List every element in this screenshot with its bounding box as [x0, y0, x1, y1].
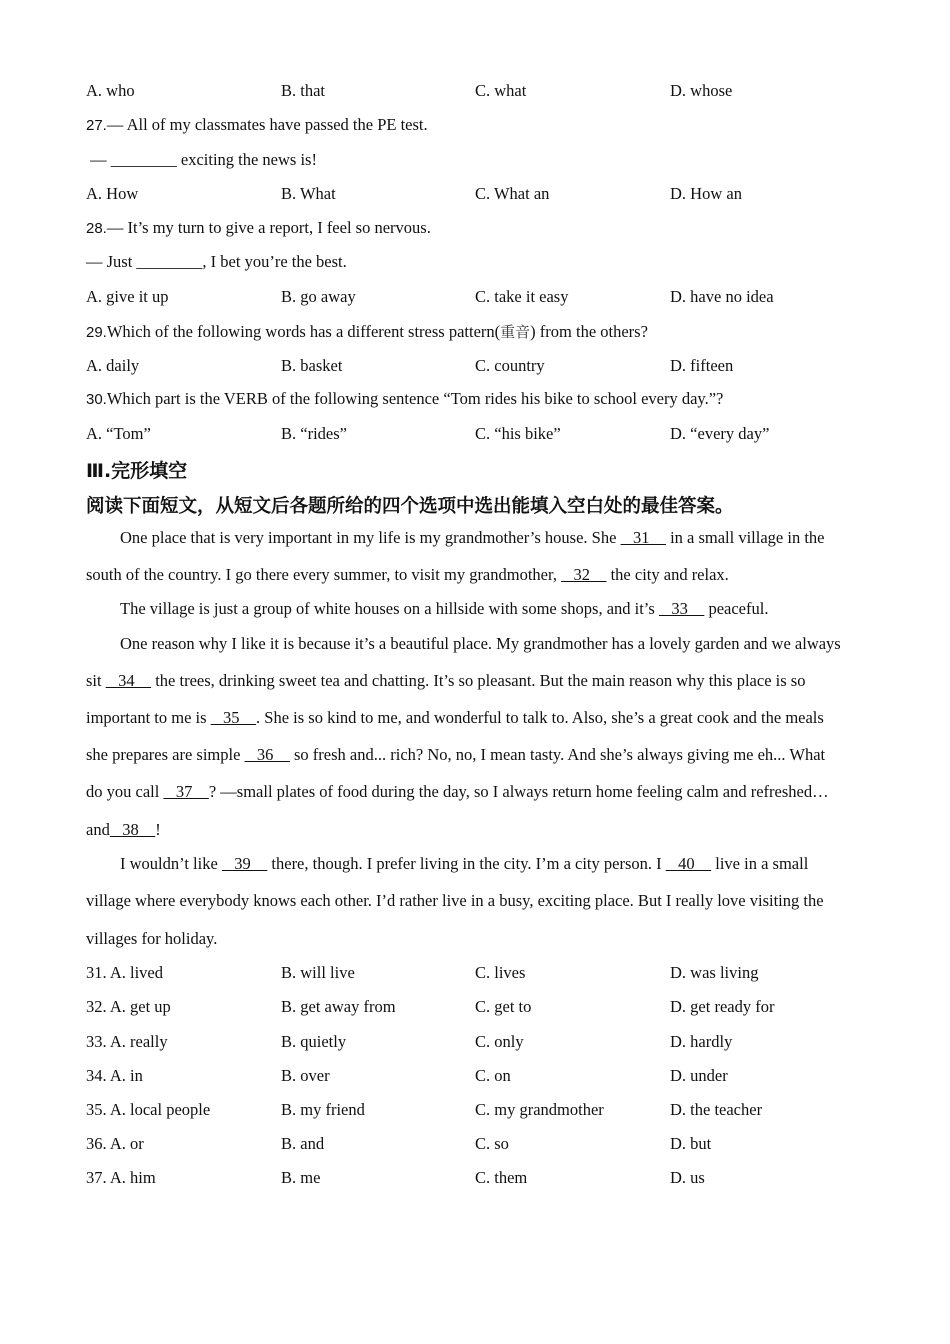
- q27-options: [86, 184, 886, 208]
- q36-option-c: C. so: [475, 1134, 509, 1153]
- q35-option-c: C. my grandmother: [475, 1100, 604, 1119]
- q28-option-a: A. give it up: [86, 287, 169, 306]
- q32-option-d: D. get ready for: [670, 997, 775, 1016]
- q27-option-c: C. What an: [475, 184, 550, 203]
- passage-text: . She is so kind to me, and wonderful to talk to. Also, she’s a great cook and the meals: [256, 708, 824, 727]
- q29-option-d: D. fifteen: [670, 356, 734, 375]
- q30-option-d: D. “every day”: [670, 424, 770, 443]
- q30-line1: [86, 389, 723, 409]
- q28-line2: — Just ________, I bet you’re the best.: [86, 252, 347, 271]
- passage-text: live in a small: [711, 854, 809, 873]
- q27-option-d: D. How an: [670, 184, 742, 203]
- q31-option-d: D. was living: [670, 963, 759, 982]
- passage-line: [120, 528, 824, 548]
- blank-35: 35: [210, 708, 257, 727]
- q36-option-a: 36. A. or: [86, 1134, 144, 1153]
- q36-options: [86, 1134, 886, 1158]
- q31-option-a: 31. A. lived: [86, 963, 163, 982]
- blank-32: 32: [561, 565, 607, 584]
- passage-text: peaceful.: [704, 599, 769, 618]
- passage-text: !: [155, 820, 161, 839]
- q29-option-a: A. daily: [86, 356, 140, 375]
- q34-option-a: 34. A. in: [86, 1066, 143, 1085]
- q27-line1: [86, 115, 428, 135]
- q28-option-c: C. take it easy: [475, 287, 569, 306]
- blank-31: 31: [620, 528, 666, 547]
- passage-line: [120, 599, 768, 619]
- q37-option-b: B. me: [281, 1168, 321, 1187]
- q33-option-d: D. hardly: [670, 1032, 733, 1051]
- q37-option-c: C. them: [475, 1168, 528, 1187]
- q34-options: [86, 1066, 886, 1090]
- q30-number: 30.: [86, 391, 107, 408]
- q32-options: [86, 997, 886, 1021]
- q27-line2: — ________ exciting the news is!: [86, 150, 317, 169]
- passage-line: village where everybody knows each other. I’d rather live in a busy, exciting place. But I really love visiting the: [86, 891, 824, 910]
- passage-text: do you call: [86, 782, 164, 801]
- passage-text: the trees, drinking sweet tea and chatting. It’s so pleasant. But the main reason why this place is so: [151, 671, 806, 690]
- blank-34: 34: [105, 671, 152, 690]
- q32-option-c: C. get to: [475, 997, 532, 1016]
- q31-options: [86, 963, 886, 987]
- q28-option-d: D. have no idea: [670, 287, 774, 306]
- passage-text: so fresh and... rich? No, no, I mean tasty. And she’s always giving me eh... What: [289, 745, 826, 764]
- passage-line: [86, 565, 729, 585]
- q29-options: [86, 356, 886, 380]
- blank-36: 36: [244, 745, 290, 764]
- passage-line: [86, 782, 829, 802]
- q29-number: 29.: [86, 324, 107, 341]
- q26-option-a: A. who: [86, 81, 135, 100]
- q29-text-cn: 重音: [500, 323, 531, 341]
- q29-text-a: Which of the following words has a different stress pattern(: [106, 322, 501, 341]
- passage-text: there, though. I prefer living in the city. I’m a city person. I: [267, 854, 666, 873]
- q28-line1: [86, 218, 431, 238]
- q27-number: 27.: [86, 117, 107, 134]
- q26-options: [86, 81, 886, 105]
- q29-option-c: C. country: [475, 356, 545, 375]
- passage-text: in a small village in the: [665, 528, 825, 547]
- q37-option-d: D. us: [670, 1168, 705, 1187]
- q32-option-a: 32. A. get up: [86, 997, 171, 1016]
- q30-option-a: A. “Tom”: [86, 424, 151, 443]
- passage-line: [86, 708, 824, 728]
- q28-text1: — It’s my turn to give a report, I feel so nervous.: [106, 218, 431, 237]
- section-instruction: 阅读下面短文，从短文后各题所给的四个选项中选出能填入空白处的最佳答案。: [86, 496, 734, 517]
- q34-option-c: C. on: [475, 1066, 511, 1085]
- q37-options: [86, 1168, 886, 1192]
- q35-option-b: B. my friend: [281, 1100, 365, 1119]
- q26-option-d: D. whose: [670, 81, 733, 100]
- q35-options: [86, 1100, 886, 1124]
- passage-line: One reason why I like it is because it’s a beautiful place. My grandmother has a lovely garden and we always: [120, 634, 841, 653]
- q29-text-b: ) from the others?: [530, 322, 648, 341]
- blank-40: 40: [665, 854, 712, 873]
- q31-option-b: B. will live: [281, 963, 355, 982]
- q28-option-b: B. go away: [281, 287, 356, 306]
- passage-text: The village is just a group of white houses on a hillside with some shops, and it’s: [120, 599, 659, 618]
- q30-option-b: B. “rides”: [281, 424, 347, 443]
- blank-33: 33: [658, 599, 705, 618]
- q34-option-b: B. over: [281, 1066, 330, 1085]
- passage-text: sit: [86, 671, 106, 690]
- q33-option-a: 33. A. really: [86, 1032, 168, 1051]
- passage-line: villages for holiday.: [86, 929, 218, 948]
- q30-text1: Which part is the VERB of the following sentence “Tom rides his bike to school every day.”?: [106, 389, 724, 408]
- q26-option-b: B. that: [281, 81, 325, 100]
- q27-text1: — All of my classmates have passed the PE test.: [106, 115, 428, 134]
- q35-option-a: 35. A. local people: [86, 1100, 211, 1119]
- passage-line: [120, 854, 808, 874]
- q28-options: [86, 287, 886, 311]
- q34-option-d: D. under: [670, 1066, 728, 1085]
- q36-option-b: B. and: [281, 1134, 325, 1153]
- q32-option-b: B. get away from: [281, 997, 396, 1016]
- q33-option-c: C. only: [475, 1032, 524, 1051]
- q27-option-b: B. What: [281, 184, 336, 203]
- passage-line: [86, 745, 825, 765]
- q29-line1: [86, 321, 648, 342]
- q33-option-b: B. quietly: [281, 1032, 347, 1051]
- passage-text: ? —small plates of food during the day, so I always return home feeling calm and refreshed…: [208, 782, 829, 801]
- q30-option-c: C. “his bike”: [475, 424, 561, 443]
- q27-option-a: A. How: [86, 184, 139, 203]
- blank-38: 38: [109, 820, 156, 839]
- q31-option-c: C. lives: [475, 963, 526, 982]
- blank-39: 39: [221, 854, 268, 873]
- passage-line: [86, 671, 805, 691]
- passage-line: [86, 820, 161, 840]
- passage-text: she prepares are simple: [86, 745, 245, 764]
- q28-number: 28.: [86, 220, 107, 237]
- q33-options: [86, 1032, 886, 1056]
- q35-option-d: D. the teacher: [670, 1100, 763, 1119]
- q37-option-a: 37. A. him: [86, 1168, 156, 1187]
- section-title: Ⅲ.完形填空: [86, 460, 188, 482]
- q30-options: [86, 424, 886, 448]
- passage-text: I wouldn’t like: [120, 854, 222, 873]
- passage-text: and: [86, 820, 110, 839]
- passage-text: important to me is: [86, 708, 211, 727]
- q29-option-b: B. basket: [281, 356, 343, 375]
- q26-option-c: C. what: [475, 81, 527, 100]
- passage-text: south of the country. I go there every summer, to visit my grandmother,: [86, 565, 562, 584]
- passage-text: One place that is very important in my life is my grandmother’s house. She: [120, 528, 621, 547]
- passage-text: the city and relax.: [606, 565, 729, 584]
- blank-37: 37: [163, 782, 209, 801]
- q36-option-d: D. but: [670, 1134, 712, 1153]
